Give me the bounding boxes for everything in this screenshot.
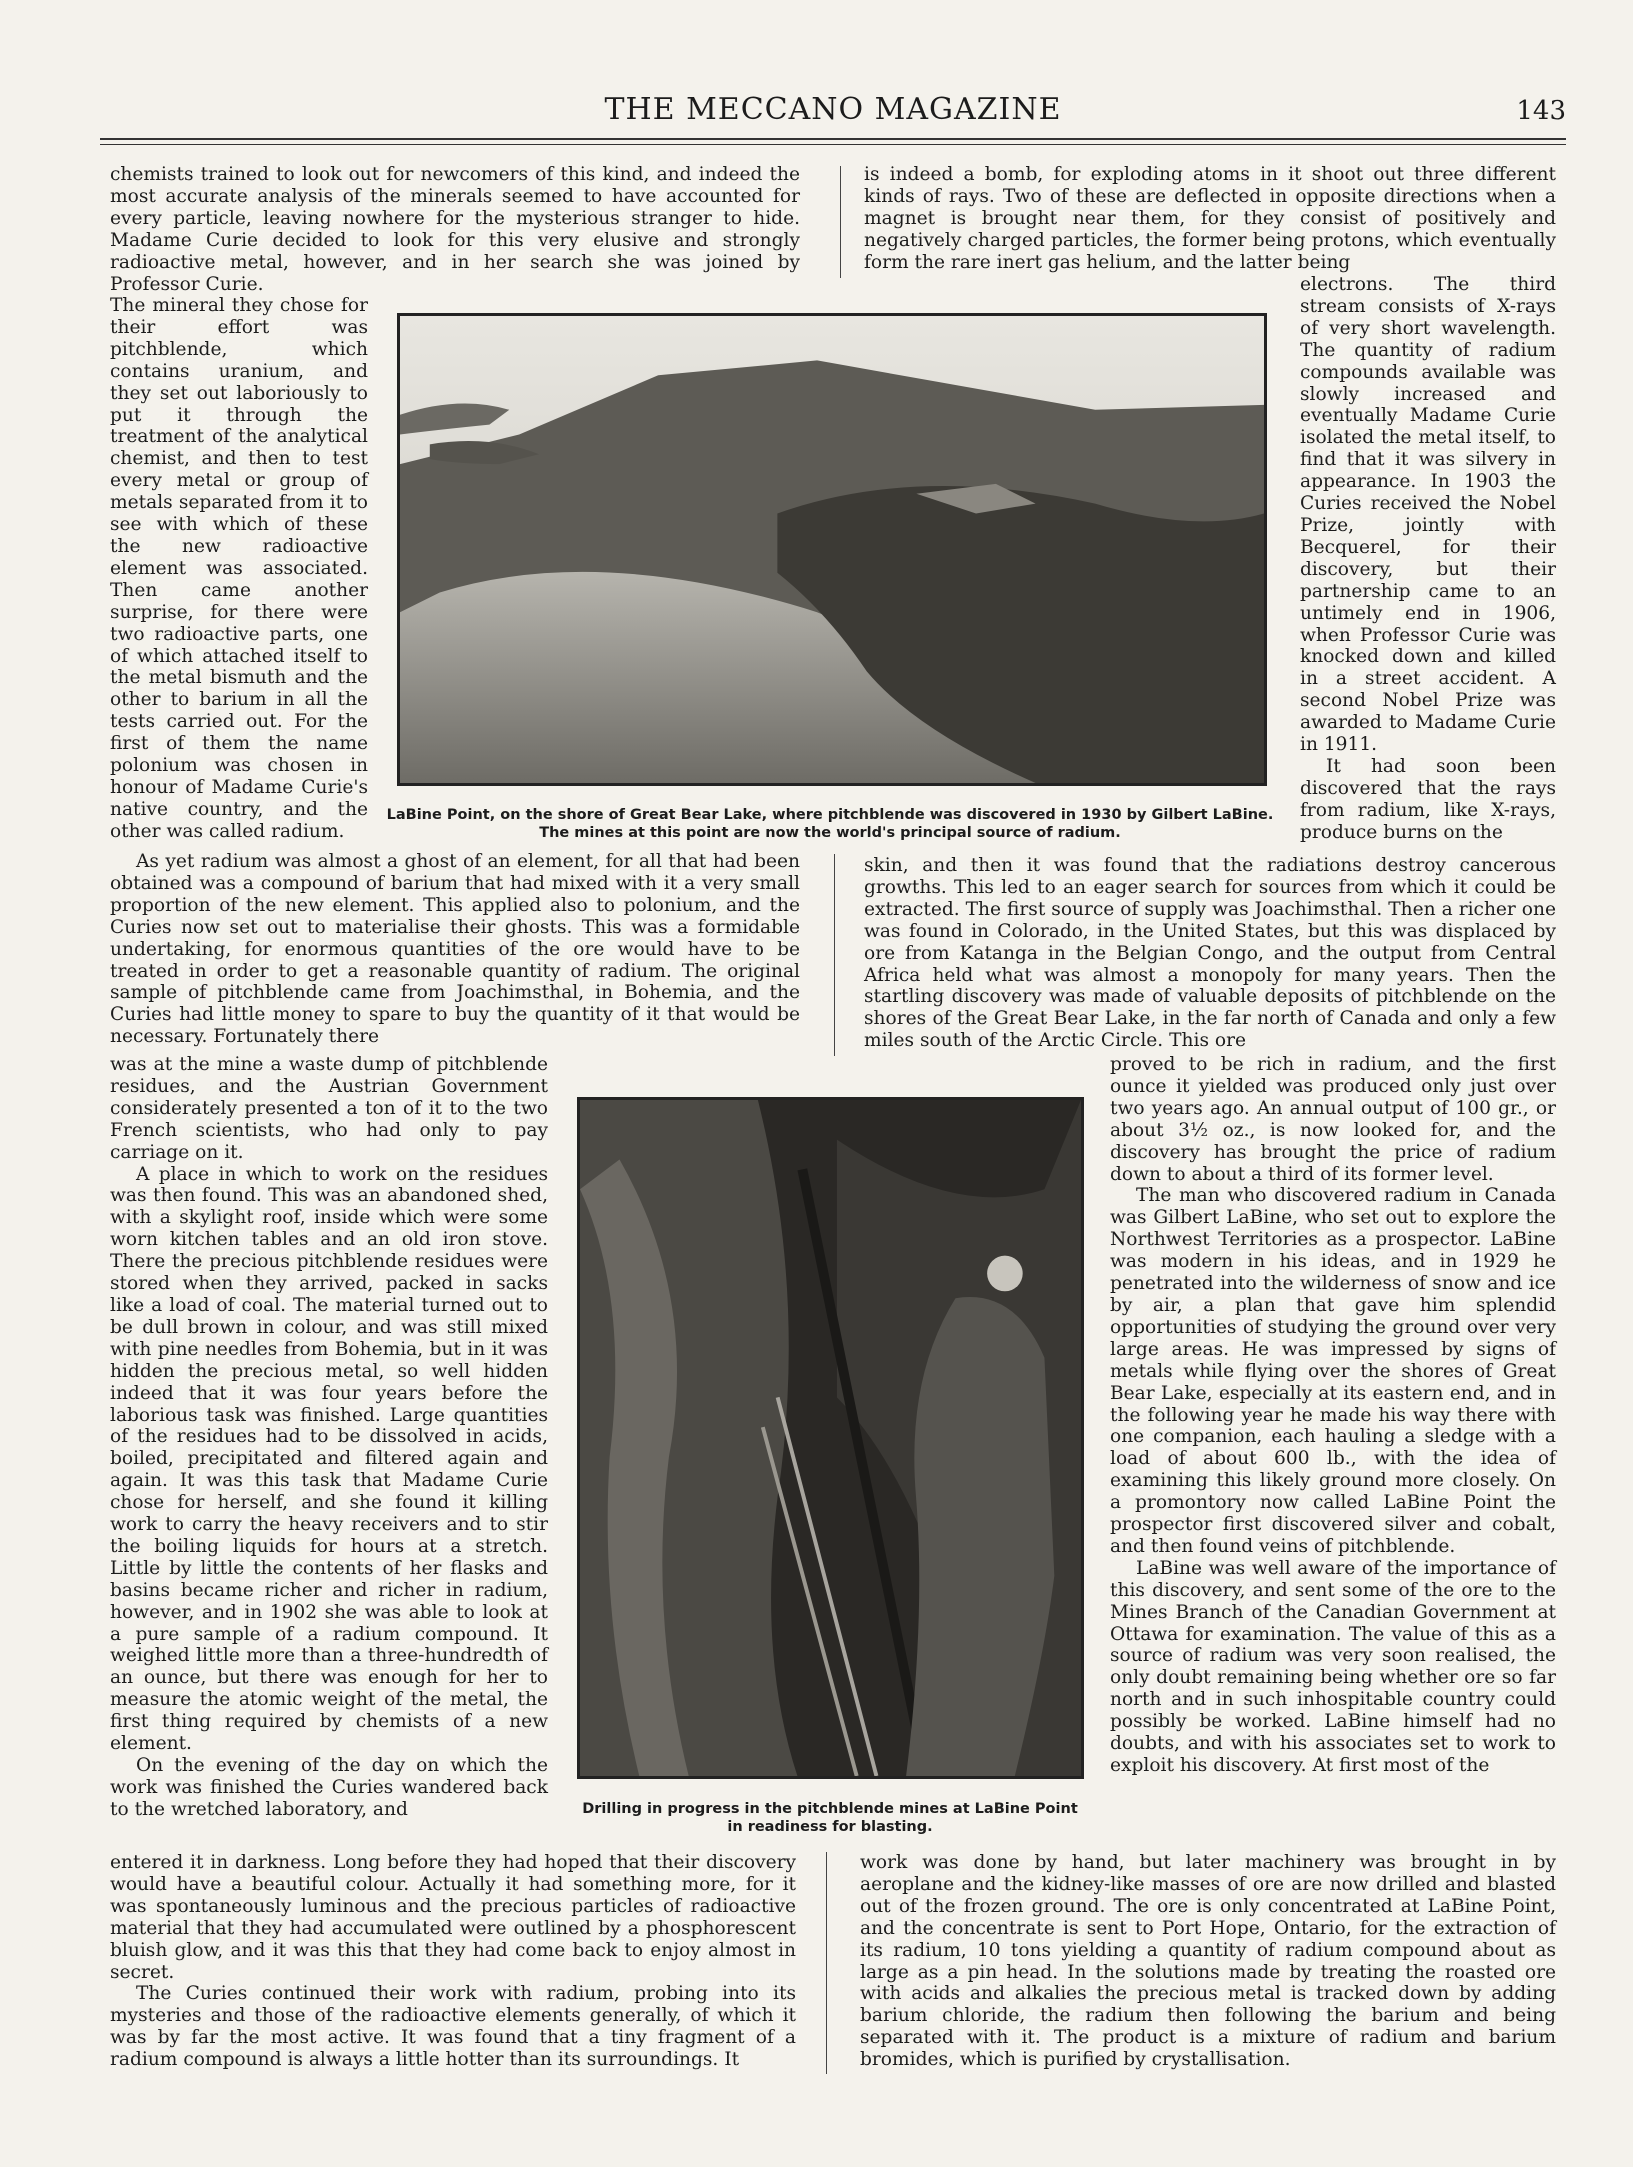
column-divider-bottom (826, 1852, 827, 2074)
text-col-a: chemists trained to look out for newcomers of this kind, and indeed the most accurate analysis of the minerals seemed to have accounted for every particle, leaving nowhere for the mysterious stranger to hide. Madame Curie decided to look for this very elusive and strongly radioactive metal, however, and in her search she was joined by Professor Curie. (110, 164, 800, 295)
photo-labine-point (397, 313, 1267, 786)
photo-caption-top: LaBine Point, on the shore of Great Bear Lake, where pitchblende was discovered in 1930 by Gilbert LaBine. The mines at this point are now the world's principal source of radium. (386, 807, 1274, 841)
landscape-photo-icon (400, 316, 1264, 783)
magazine-title: THE MECCANO MAGAZINE (604, 92, 1062, 127)
miner-photo-icon (580, 1100, 1081, 1776)
text-col-i: entered it in darkness. Long before they had hoped that their discovery would have a beautiful colour. Actually it had something more, for it was spontaneously luminous and the precious particles of radioactive material that they had accumulated were outlined by a phosphorescent bluish glow, and it was this that they had come back to enjoy almost in secret. The Curies continued their work with radium, probing into its mysteries and those of the radioactive elements generally, of which it was by far the most active. It was found that a tiny fragment of a radium compound is always a little hotter than its surroundings. It (110, 1852, 796, 2071)
text-col-f: skin, and then it was found that the radiations destroy cancerous growths. This led to an eager search for sources from which it could be extracted. The first source of supply was Joachimsthal. Then a richer one was found in Colorado, in the United States, but this was displaced by ore from Katanga in the Belgian Congo, and the output from Central Africa held what was almost a monopoly for many years. Then the startling discovery was made of valuable deposits of pitchblende on the shores of the Great Bear Lake, in the far north of Canada and only a few miles south of the Arctic Circle. This ore (864, 855, 1556, 1052)
page-header (100, 92, 1566, 134)
column-divider-top (840, 166, 841, 278)
text-col-j: work was done by hand, but later machinery was brought in by aeroplane and the kidney-like masses of ore are now drilled and blasted out of the frozen ground. The ore is only concentrated at LaBine Point, and the concentrate is sent to Port Hope, Ontario, for the extraction of its radium, 10 tons yielding a quantity of radium compound about as large as a pin head. In the solutions made by treating the roasted ore with acids and alkalies the precious metal is tracked down by adding barium chloride, the radium then following the barium and being separated with it. The product is a mixture of radium and barium bromides, which is purified by crystallisation. (860, 1852, 1556, 2071)
text-col-d: electrons. The third stream consists of X-rays of very short wavelength. The quantity of radium compounds available was slowly increased and eventually Madame Curie isolated the metal itself, to find that it was silvery in appearance. In 1903 the Curies received the Nobel Prize, jointly with Becquerel, for their discovery, but their partnership came to an untimely end in 1906, when Professor Curie was knocked down and killed in a street accident. A second Nobel Prize was awarded to Madame Curie in 1911. It had soon been discovered that the rays from radium, like X-rays, produce burns on the (1300, 274, 1556, 843)
column-divider-middle (834, 854, 835, 1056)
text-col-c: The mineral they chose for their effort was pitchblende, which contains uranium, and they set out laboriously to put it through the treatment of the analytical chemist, and then to test every metal or group of metals separated from it to see with which of these the new radioactive element was associated. Then came another surprise, for there were two radioactive parts, one of which attached itself to the metal bismuth and the other to barium in all the tests carried out. For the first of them the name polonium was chosen in honour of Madame Curie's native country, and the other was called radium. (110, 295, 368, 842)
header-rule-thin (100, 144, 1566, 145)
text-col-g: was at the mine a waste dump of pitchblende residues, and the Austrian Government considerately presented a ton of it to the two French scientists, who had only to pay carriage on it. A place in which to work on the residues was then found. This was an abandoned shed, with a skylight roof, inside which were some worn kitchen tables and an old iron stove. There the precious pitchblende residues were stored when they arrived, packed in sacks like a load of coal. The material turned out to be dull brown in colour, and was still mixed with pine needles from Bohemia, but in it was hidden the precious metal, so well hidden indeed that it was four years before the laborious task was finished. Large quantities of the residues had to be dissolved in acids, boiled, precipitated and filtered again and again. It was this task that Madame Curie chose for herself, and she found it killing work to carry the heavy receivers and to stir the boiling liquids for hours at a stretch. Little by little the contents of her flasks and basins became richer and richer in radium, however, and in 1902 she was able to look at a pure sample of a radium compound. It weighed little more than a three-hundredth of an ounce, but there was enough for her to measure the atomic weight of the metal, the first thing required by chemists of a new element. On the evening of the day on which the work was finished the Curies wandered back to the wretched laboratory, and (110, 1054, 548, 1820)
header-rule-thick (100, 138, 1566, 140)
page-number: 143 (1516, 96, 1566, 126)
text-col-h: proved to be rich in radium, and the first ounce it yielded was produced only just over two years ago. An annual output of 100 gr., or about 3½ oz., is now looked for, and the discovery has brought the price of radium down to about a third of its former level. The man who discovered radium in Canada was Gilbert LaBine, who set out to explore the Northwest Territories as a prospector. LaBine was modern in his ideas, and in 1929 he penetrated into the wilderness of snow and ice by air, a plan that gave him splendid opportunities of studying the ground over very large areas. He was impressed by signs of metals while flying over the shores of Great Bear Lake, especially at its eastern end, and in the following year he made his way there with one companion, each hauling a sledge with a load of about 600 lb., with the idea of examining this likely ground more closely. On a promontory now called LaBine Point the prospector first discovered silver and cobalt, and then found veins of pitchblende. LaBine was well aware of the importance of this discovery, and sent some of the ore to the Mines Branch of the Canadian Government at Ottawa for examination. The value of this as a source of radium was very soon realised, the only doubt remaining being whether ore so far north and in such inhospitable country could possibly be worked. LaBine himself had no doubts, and with his associates set to work to exploit his discovery. At first most of the (1110, 1054, 1556, 1776)
text-col-e: As yet radium was almost a ghost of an element, for all that had been obtained was a compound of barium that had mixed with it a very small proportion of the new element. This applied also to polonium, and the Curies now set out to materialise their ghosts. This was a formidable undertaking, for enormous quantities of the ore would have to be treated in order to get a reasonable quantity of radium. The original sample of pitchblende came from Joachimsthal, in Bohemia, and the Curies had little money to spare to buy the quantity of it that would be necessary. Fortunately there (110, 851, 800, 1048)
photo-caption-bottom: Drilling in progress in the pitchblende mines at LaBine Point in readiness for blasting. (582, 1801, 1078, 1835)
photo-drilling (577, 1097, 1084, 1779)
text-col-b: is indeed a bomb, for exploding atoms in it shoot out three different kinds of rays. Two of these are deflected in opposite directions when a magnet is brought near them, for they consist of positively and negatively charged particles, the former being protons, which eventually form the rare inert gas helium, and the latter being (864, 164, 1556, 273)
